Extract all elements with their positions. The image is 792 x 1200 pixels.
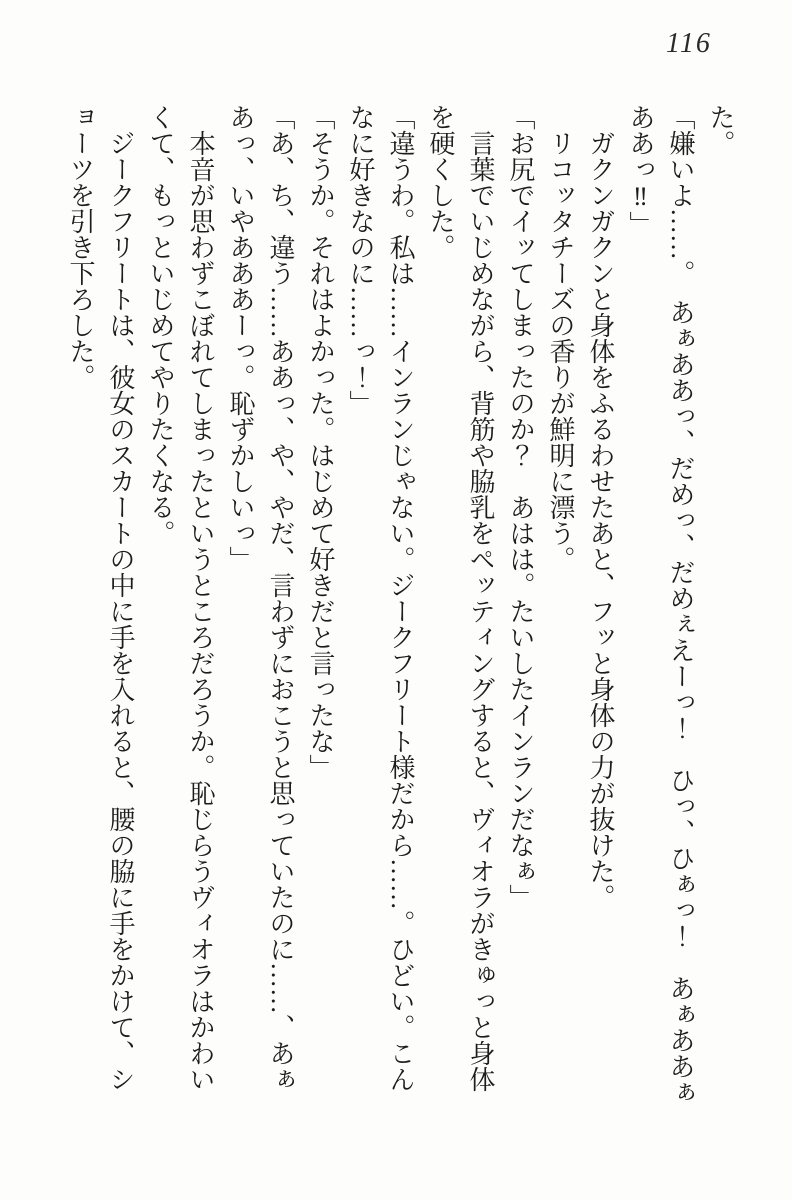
text-line: 「そうか。それはよかった。はじめて好きだと言ったな」 (306, 104, 335, 780)
text-line: 「嫌いよ……。 あぁああっ、だめっ、だめぇえーっ！ ひっ、ひぁっ！ あぁああぁ (666, 104, 695, 1105)
text-line: 言葉でいじめながら、背筋や脇乳をペッティングすると、ヴィオラがきゅっと身体 (466, 130, 495, 1092)
text-line: ガクンガクンと身体をふるわせたあと、フッと身体の力が抜けた。 (586, 130, 615, 910)
text-line: 「お尻でイッてしまったのか？ あはは。たいしたインランだなぁ」 (506, 104, 535, 910)
text-line: 「違うわ。私は……インランじゃない。ジークフリート様だから……。ひどい。こん (386, 104, 415, 1092)
text-line: くて、もっといじめてやりたくなる。 (146, 104, 175, 546)
page-number: 116 (666, 28, 712, 59)
text-line: ジークフリートは、彼女のスカートの中に手を入れると、腰の脇に手をかけて、シ (106, 130, 135, 1092)
text-line: を硬くした。 (426, 104, 455, 260)
text-line: リコッタチーズの香りが鮮明に漂う。 (546, 130, 575, 572)
text-line: ああっ‼」 (626, 104, 655, 237)
vertical-text-block (60, 104, 740, 1150)
text-line: 本音が思わずこぼれてしまったというところだろうか。恥じらうヴィオラはかわい (186, 130, 215, 1092)
text-line: あっ、いやあああーっ。恥ずかしいっ」 (226, 104, 255, 572)
text-line: なに好きなのに……っ！」 (346, 104, 375, 416)
text-line: 「あ、ち、違う……ああっ、や、やだ、言わずにおこうと思っていたのに……、あぁ (266, 104, 295, 1092)
text-line: ョーツを引き下ろした。 (66, 104, 95, 390)
text-line: た。 (706, 104, 735, 156)
